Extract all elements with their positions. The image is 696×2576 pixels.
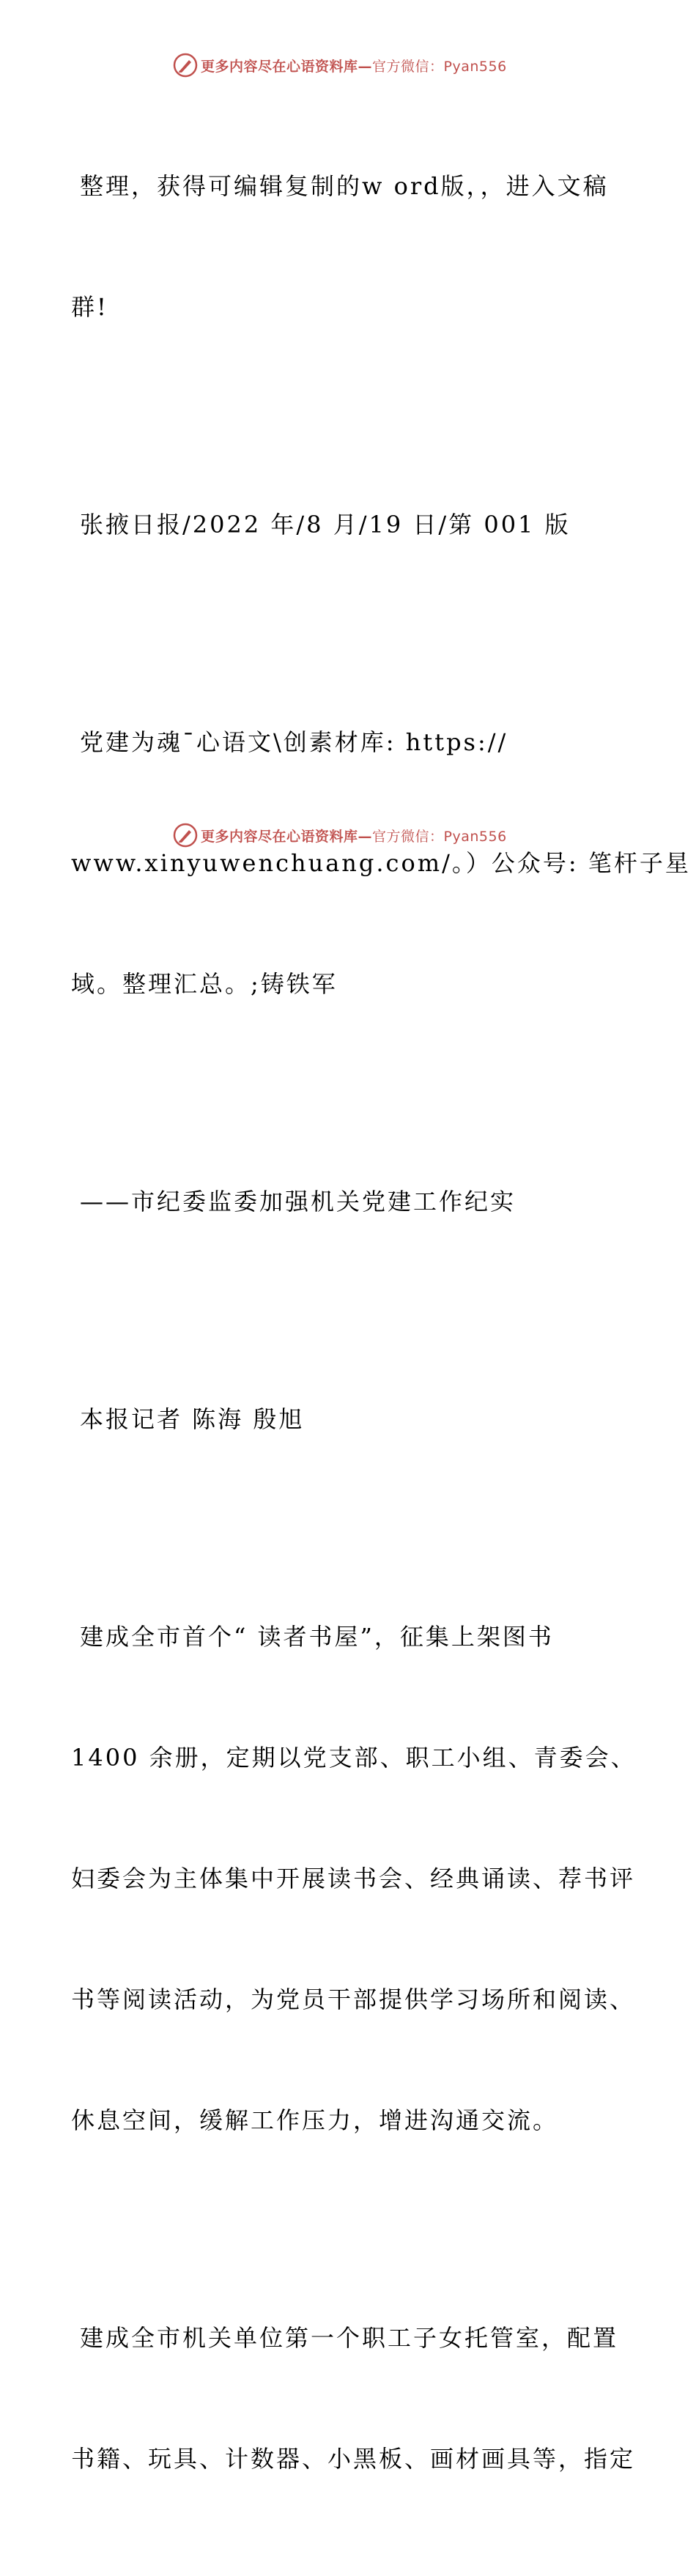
- paragraph: [71, 2238, 636, 2560]
- footer-banner: [173, 823, 525, 848]
- document-body: [71, 86, 691, 2576]
- text-line: 域。整理汇总。;铸铁军: [71, 970, 338, 998]
- article-subtitle: [71, 1101, 628, 1303]
- pen-logo-icon: [173, 53, 198, 78]
- text-line: ——市纪委监委加强机关党建工作纪实: [80, 1188, 517, 1215]
- text-line: 书籍、玩具、计数器、小黑板、画材画具等，指定: [71, 2445, 636, 2473]
- text-line: 书等阅读活动，为党员干部提供学习场所和阅读、: [71, 1985, 636, 2013]
- publication-info: [71, 424, 628, 626]
- text-line: 建成全市机关单位第一个职工子女托管室，配置: [80, 2324, 619, 2352]
- header-banner: [173, 53, 525, 78]
- paragraph: [71, 1536, 637, 2221]
- byline: [71, 1319, 628, 1520]
- article-title: [71, 642, 691, 1085]
- pen-logo-icon: [173, 823, 198, 848]
- text-line: 张掖日报/2022 年/8 月/19 日/第 001 版: [80, 511, 571, 538]
- text-line: 党建为魂¯心语文\创素材库: https://: [80, 728, 508, 756]
- text-line: 整理，获得可编辑复制的w ord版，，进入文稿: [80, 172, 609, 200]
- text-line: 建成全市首个“ 读者书屋”，征集上架图书: [80, 1623, 554, 1651]
- text-line: 本报记者 陈海 殷旭: [80, 1405, 305, 1433]
- banner-text: 更多内容尽在心语资料库—官方微信：Pyan556: [201, 58, 507, 75]
- text-line: 妇委会为主体集中开展读书会、经典诵读、荐书评: [71, 1865, 636, 1892]
- text-line: 1400 余册，定期以党支部、职工小组、青委会、: [71, 1744, 637, 1772]
- text-line: 群!: [71, 293, 108, 321]
- paragraph: [71, 86, 628, 408]
- banner-text: 更多内容尽在心语资料库—官方微信：Pyan556: [201, 828, 507, 845]
- text-line: 休息空间，缓解工作压力，增进沟通交流。: [71, 2106, 559, 2134]
- text-line: www.xinyuwenchuang.com/。）公众号: 笔杆子星: [71, 849, 691, 877]
